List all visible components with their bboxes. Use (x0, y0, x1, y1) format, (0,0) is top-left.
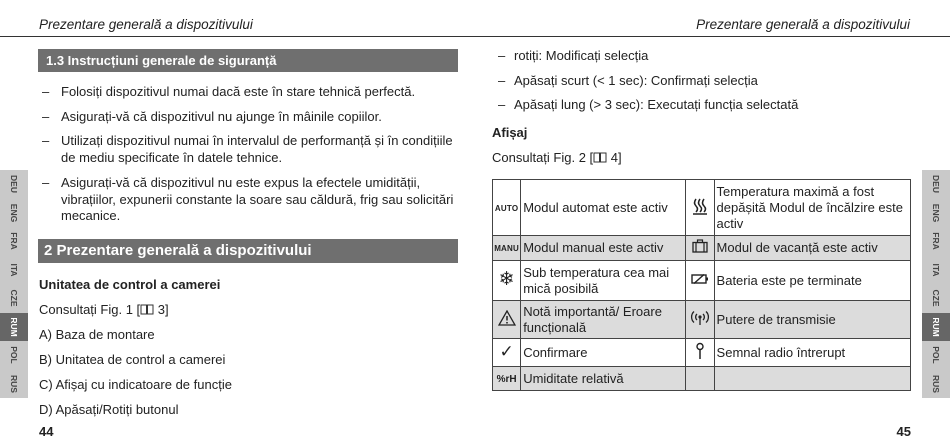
knob-action-bullet: – Apăsați scurt (< 1 sec): Confirmați selecția (498, 73, 758, 88)
language-tab-deu[interactable]: DEU (931, 175, 941, 194)
humidity-icon: %rH (493, 367, 521, 391)
empty-cell (686, 367, 714, 391)
table-cell: Confirmare (521, 339, 686, 367)
safety-bullet: – Asigurați-vă că dispozitivul nu ajunge în mâinile copiilor. (42, 109, 382, 124)
safety-bullet: – Folosiți dispozitivul numai dacă este în stare tehnică perfectă. (42, 84, 416, 99)
component-item-b: B) Unitatea de control a camerei (39, 352, 226, 367)
book-icon (593, 152, 607, 163)
language-tab-cze[interactable]: CZE (931, 289, 941, 307)
table-cell: Umiditate relativă (521, 367, 686, 391)
knob-action-bullet: – Apăsați lung (> 3 sec): Executați funcția selectată (498, 97, 799, 112)
language-tab-fra[interactable]: FRA (931, 232, 941, 250)
language-tab-eng[interactable]: ENG (931, 203, 941, 222)
safety-bullet: – Utilizați dispozitivul numai în intervalul de performanță și în condițiile de mediu specificate în datele tehnice. (42, 133, 453, 165)
table-cell: Modul manual este activ (521, 236, 686, 261)
language-tab-cze[interactable]: CZE (9, 289, 19, 307)
header-divider (0, 36, 950, 37)
warning-icon (493, 301, 521, 339)
page-number-left: 44 (39, 424, 54, 439)
snowflake-icon: ❄ (493, 261, 521, 301)
heat-icon (686, 180, 714, 236)
empty-cell (714, 367, 910, 391)
table-row (493, 236, 911, 261)
table-cell: Putere de transmisie (714, 301, 910, 339)
table-row (493, 301, 911, 339)
display-symbols-table (492, 179, 911, 391)
language-tab-rum[interactable]: RUM (922, 313, 950, 342)
table-cell: Temperatura maximă a fost depășită Modul de încălzire este activ (714, 180, 910, 236)
left-running-header: Prezentare generală a dispozitivului (39, 17, 253, 32)
component-item-c: C) Afișaj cu indicatoare de funcție (39, 377, 232, 392)
language-tab-pol[interactable]: POL (931, 346, 941, 364)
section-1-3-heading: 1.3 Instrucțiuni generale de siguranță (38, 49, 458, 72)
manual-mode-icon: MANU (493, 236, 521, 261)
table-row (493, 339, 911, 367)
language-tab-rus[interactable]: RUS (931, 374, 941, 393)
checkmark-icon: ✓ (493, 339, 521, 367)
auto-mode-icon: AUTO (493, 180, 521, 236)
language-tab-fra[interactable]: FRA (9, 232, 19, 250)
transmit-icon (686, 301, 714, 339)
figure-1-reference: Consultați Fig. 1 [ 3] (39, 302, 169, 317)
left-language-tabs (0, 170, 28, 398)
control-unit-subheading: Unitatea de control a camerei (39, 277, 221, 292)
language-tab-rus[interactable]: RUS (9, 374, 19, 393)
table-cell: Sub temperatura cea mai mică posibilă (521, 261, 686, 301)
book-icon (140, 304, 154, 315)
safety-bullet: – Asigurați-vă că dispozitivul nu este expus la efectele umidității, vibrațiilor, expunerii constante la soare sau căldură, frig sau solicitări mecanice. (42, 175, 454, 223)
display-heading: Afișaj (492, 125, 528, 140)
language-tab-eng[interactable]: ENG (9, 203, 19, 222)
table-row (493, 261, 911, 301)
suitcase-icon (686, 236, 714, 261)
right-language-tabs (922, 170, 950, 398)
language-tab-rum[interactable]: RUM (0, 313, 28, 342)
page-number-right: 45 (896, 424, 911, 439)
language-tab-pol[interactable]: POL (9, 346, 19, 364)
component-item-d: D) Apăsați/Rotiți butonul (39, 402, 179, 417)
right-running-header: Prezentare generală a dispozitivului (696, 17, 910, 32)
table-cell: Semnal radio întrerupt (714, 339, 910, 367)
table-row (493, 180, 911, 236)
table-cell: Modul automat este activ (521, 180, 686, 236)
figure-2-reference: Consultați Fig. 2 [ 4] (492, 150, 622, 165)
language-tab-deu[interactable]: DEU (9, 175, 19, 194)
component-item-a: A) Baza de montare (39, 327, 155, 342)
table-cell: Bateria este pe terminate (714, 261, 910, 301)
antenna-icon (686, 339, 714, 367)
section-2-heading: 2 Prezentare generală a dispozitivului (38, 239, 458, 263)
language-tab-ita[interactable]: ITA (9, 263, 19, 277)
language-tab-ita[interactable]: ITA (931, 263, 941, 277)
empty-battery-icon (686, 261, 714, 301)
table-cell: Modul de vacanță este activ (714, 236, 910, 261)
table-row (493, 367, 911, 391)
table-cell: Notă importantă/ Eroare funcțională (521, 301, 686, 339)
knob-action-bullet: – rotiți: Modificați selecția (498, 48, 649, 63)
